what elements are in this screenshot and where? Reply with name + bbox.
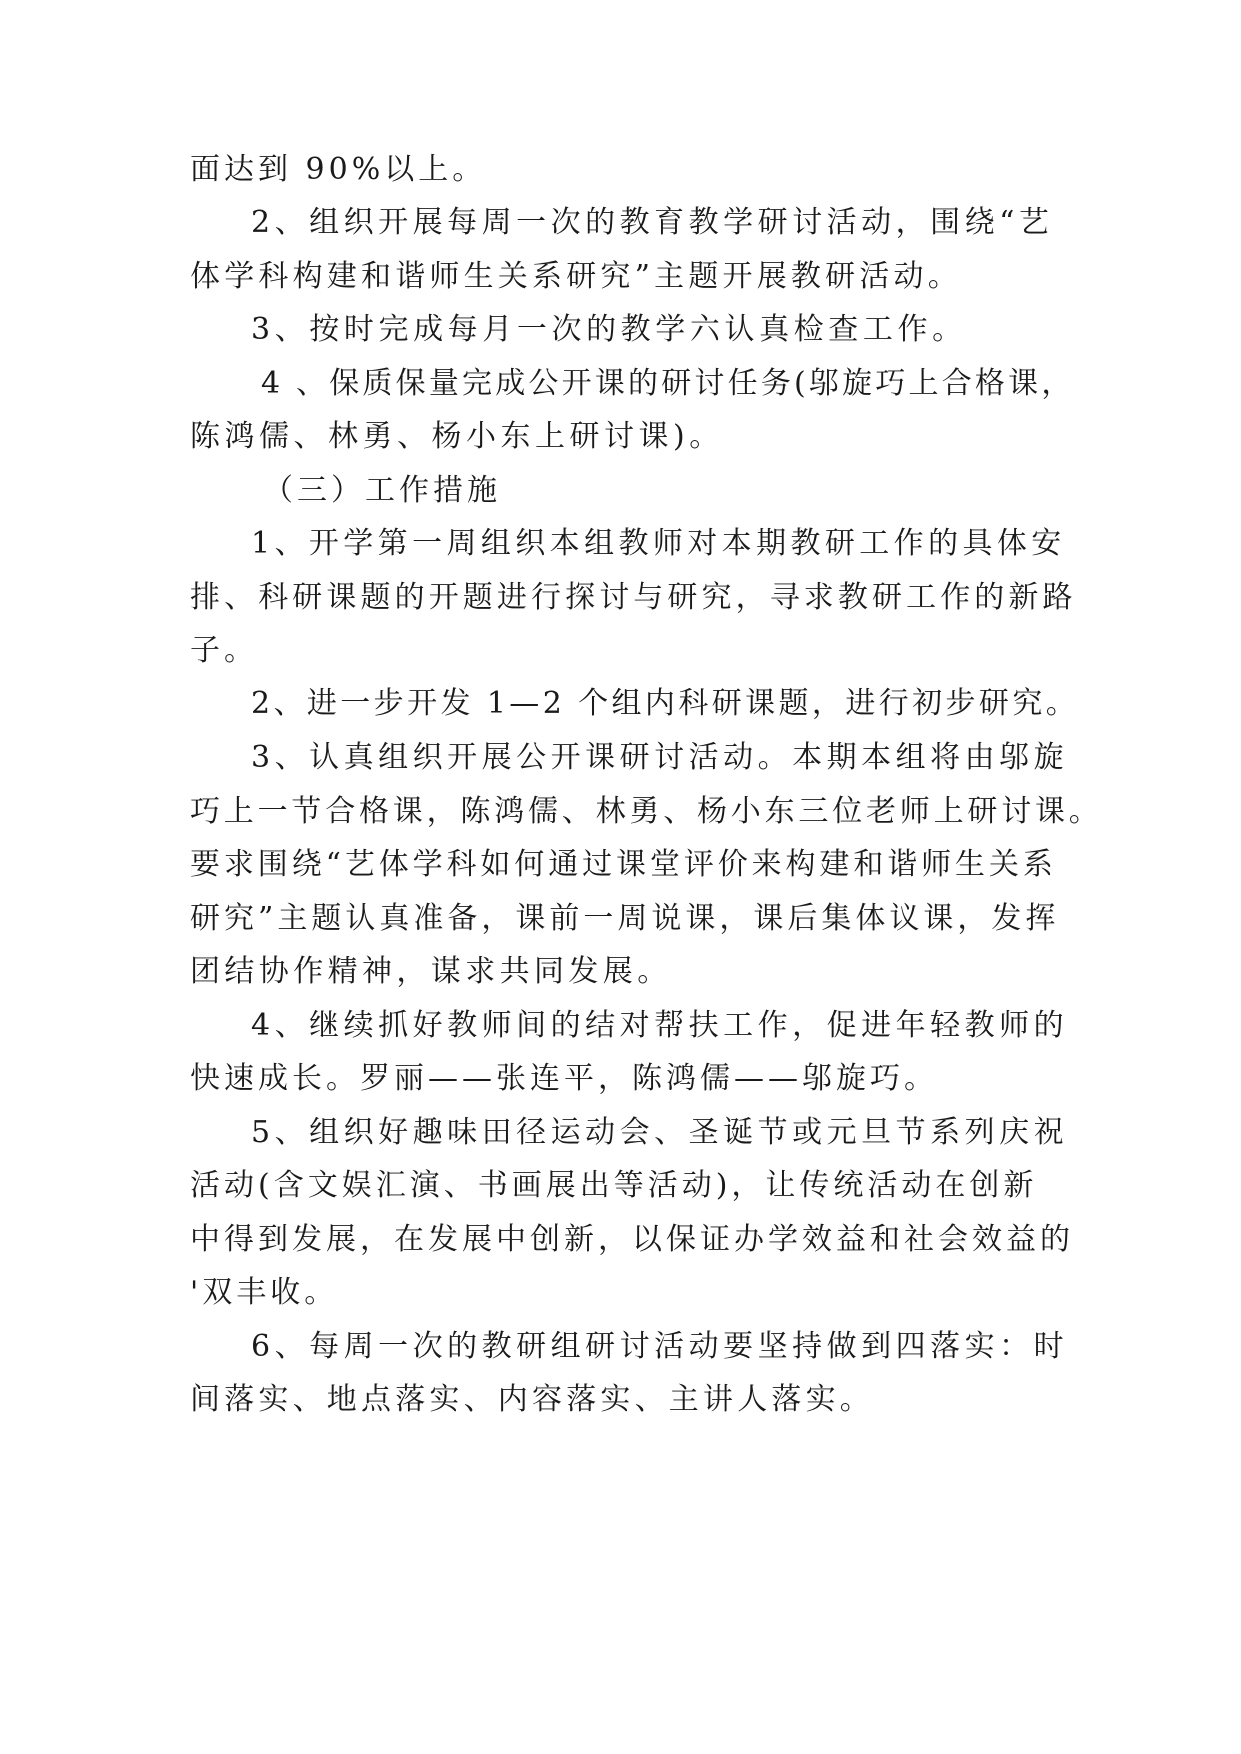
text-line: '双丰收。	[190, 1275, 339, 1310]
text-line: 6、每周一次的教研组研讨活动要坚持做到四落实：时	[251, 1329, 1069, 1364]
text-line: 面达到 90%以上。	[190, 152, 487, 187]
text-line: 陈鸿儒、林勇、杨小东上研讨课)。	[190, 419, 724, 454]
text-line: 2、进一步开发 1—2 个组内科研课题，进行初步研究。	[251, 686, 1080, 721]
text-line: 间落实、地点落实、内容落实、主讲人落实。	[190, 1382, 874, 1417]
text-line: 1、开学第一周组织本组教师对本期教研工作的具体安	[251, 526, 1066, 561]
text-line: 中得到发展，在发展中创新，以保证办学效益和社会效益的	[190, 1222, 1074, 1257]
text-line: 5、组织好趣味田径运动会、圣诞节或元旦节系列庆祝	[251, 1115, 1069, 1150]
text-line: 排、科研课题的开题进行探讨与研究，寻求教研工作的新路	[190, 580, 1077, 615]
text-line: 快速成长。罗丽——张连平，陈鸿儒——邬旋巧。	[190, 1061, 938, 1096]
text-line: 2、组织开展每周一次的教育教学研讨活动，围绕“艺	[251, 205, 1054, 240]
text-line: 巧上一节合格课，陈鸿儒、林勇、杨小东三位老师上研讨课。	[190, 794, 1103, 829]
section-heading: （三）工作措施	[263, 473, 501, 508]
text-line: 要求围绕“艺体学科如何通过课堂评价来构建和谐师生关系	[190, 847, 1057, 882]
text-line: 体学科构建和谐师生关系研究”主题开展教研活动。	[190, 259, 962, 294]
text-line: 团结协作精神，谋求共同发展。	[190, 954, 672, 989]
text-line: 活动(含文娱汇演、书画展出等活动)，让传统活动在创新	[190, 1168, 1038, 1203]
text-line: 子。	[190, 633, 258, 668]
text-line: 3、认真组织开展公开课研讨活动。本期本组将由邬旋	[251, 740, 1069, 775]
text-line: 4 、保质保量完成公开课的研讨任务(邬旋巧上合格课，	[261, 366, 1075, 401]
text-line: 研究”主题认真准备，课前一周说课，课后集体议课，发挥	[190, 901, 1060, 936]
text-line: 3、按时完成每月一次的教学六认真检查工作。	[251, 312, 967, 347]
text-line: 4、继续抓好教师间的结对帮扶工作，促进年轻教师的	[251, 1008, 1069, 1043]
